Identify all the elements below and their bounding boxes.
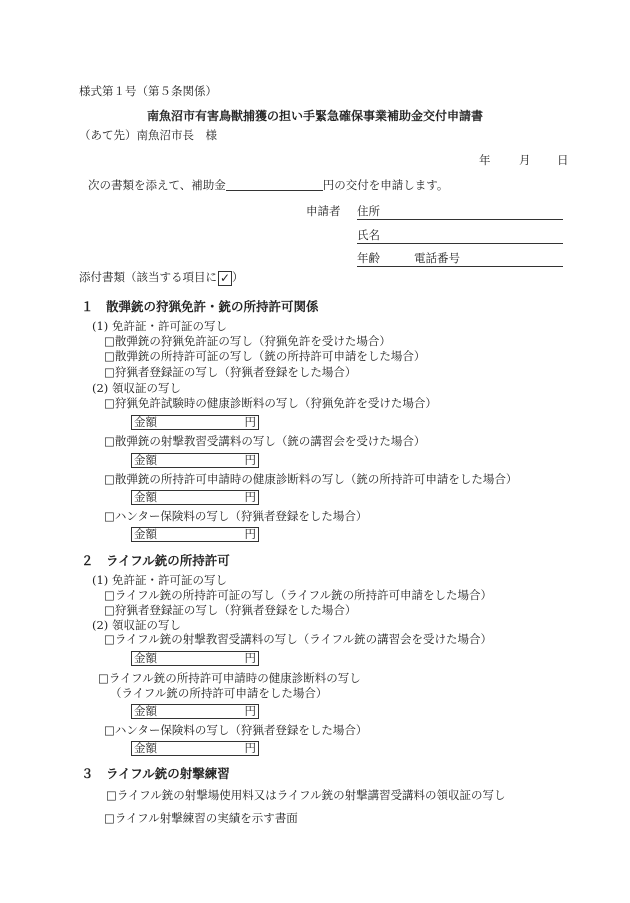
subsidy-amount-field[interactable]	[226, 178, 323, 191]
amount-box[interactable]: 金額 円	[131, 415, 259, 430]
amount-box[interactable]: 金額 円	[131, 651, 259, 666]
section-2-heading: ２ ライフル銃の所持許可	[81, 553, 230, 568]
name-field[interactable]	[357, 227, 563, 244]
applicant-label: 申請者	[306, 204, 341, 218]
checkbox-item[interactable]: □ハンター保険料の写し（狩猟者登録をした場合）	[104, 723, 368, 737]
request-text-after: 円の交付を申請します。	[322, 178, 449, 192]
checkbox-item[interactable]: □ライフル銃の射撃教習受講料の写し（ライフル銃の講習会を受けた場合）	[104, 632, 493, 646]
section-1-heading: １ 散弾銃の狩猟免許・銃の所持許可関係	[81, 299, 319, 314]
section-2-sub-2: (2) 領収証の写し	[92, 618, 181, 632]
checkbox-item[interactable]: □狩猟者登録証の写し（狩猟者登録をした場合）	[104, 365, 357, 379]
page-title: 南魚沼市有害鳥獣捕獲の担い手緊急確保事業補助金交付申請書	[146, 109, 483, 123]
amount-box[interactable]: 金額 円	[131, 453, 259, 468]
checkbox-item[interactable]: □狩猟者登録証の写し（狩猟者登録をした場合）	[104, 603, 357, 617]
section-1-sub-2: (2) 領収証の写し	[92, 381, 181, 395]
date-day: 日	[557, 153, 569, 167]
checkbox-item[interactable]: □ライフル銃の射撃場使用料又はライフル銃の射撃講習受講料の領収証の写し	[106, 788, 506, 802]
name-label: 氏名	[357, 228, 380, 242]
checkbox-item[interactable]: □散弾銃の所持許可証の写し（銃の所持許可申請をした場合）	[104, 349, 426, 363]
checkbox-item[interactable]: □散弾銃の射撃教習受講料の写し（銃の講習会を受けた場合）	[104, 434, 426, 448]
date-year: 年	[479, 153, 491, 167]
checkbox-item[interactable]: □ライフル銃の所持許可証の写し（ライフル銃の所持許可申請をした場合）	[104, 588, 493, 602]
checkbox-item[interactable]: □ライフル射撃練習の実績を示す書面	[104, 811, 298, 825]
amount-box[interactable]: 金額 円	[131, 704, 259, 719]
form-number: 様式第１号（第５条関係）	[79, 84, 217, 98]
checkbox-item[interactable]: □散弾銃の狩猟免許証の写し（狩猟免許を受けた場合）	[104, 334, 391, 348]
attached-documents-label: 添付書類（該当する項目に ✓ ）	[79, 270, 244, 285]
request-text-before: 次の書類を添えて、補助金	[88, 178, 226, 192]
amount-box[interactable]: 金額 円	[131, 490, 259, 505]
date-month: 月	[519, 153, 531, 167]
amount-box[interactable]: 金額 円	[131, 527, 259, 542]
phone-label: 電話番号	[414, 251, 460, 265]
section-2-sub-1: (1) 免許証・許可証の写し	[92, 573, 227, 587]
item-note: （ライフル銃の所持許可申請をした場合）	[110, 686, 328, 700]
age-phone-field[interactable]	[357, 250, 563, 267]
checkbox-item[interactable]: □散弾銃の所持許可申請時の健康診断料の写し（銃の所持許可申請をした場合）	[104, 472, 518, 486]
checkmark-icon: ✓	[219, 270, 231, 285]
request-sentence	[88, 177, 448, 193]
addressee: （あて先）南魚沼市長 様	[79, 128, 217, 142]
amount-box[interactable]: 金額 円	[131, 741, 259, 756]
checkbox-item[interactable]: □狩猟免許試験時の健康診断料の写し（狩猟免許を受けた場合）	[104, 396, 437, 410]
checkbox-item[interactable]: □ハンター保険料の写し（狩猟者登録をした場合）	[104, 509, 368, 523]
age-label: 年齢	[357, 251, 380, 265]
address-label: 住所	[357, 204, 380, 218]
section-3-heading: ３ ライフル銃の射撃練習	[81, 766, 230, 781]
section-1-sub-1: (1) 免許証・許可証の写し	[92, 319, 227, 333]
checkbox-item[interactable]: □ライフル銃の所持許可申請時の健康診断料の写し	[98, 671, 361, 685]
address-field[interactable]	[357, 203, 563, 220]
